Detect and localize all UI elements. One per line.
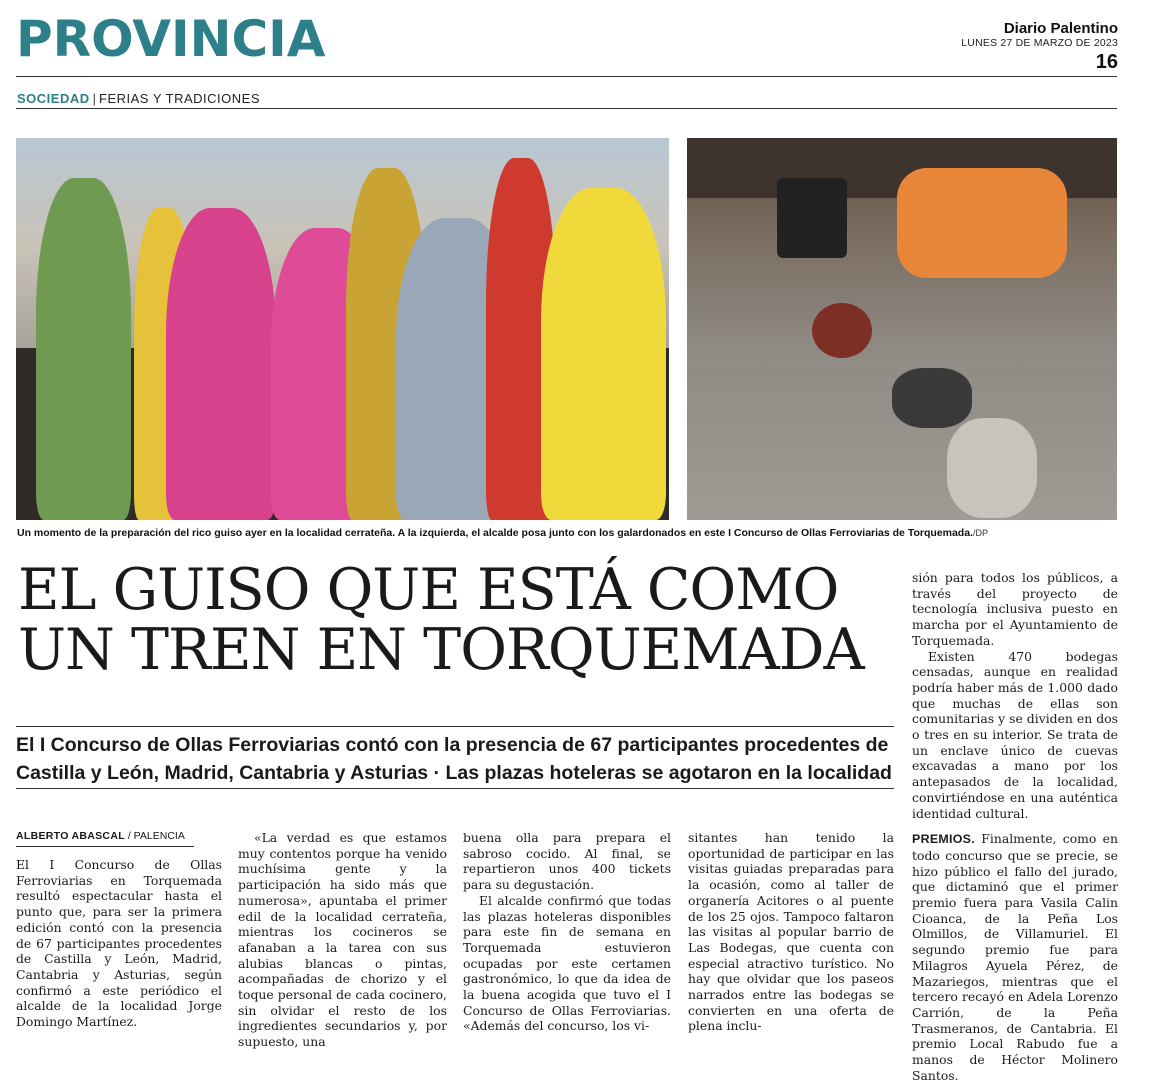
photo-person-green-apron [36,178,131,520]
byline-rule [16,846,194,847]
paragraph-lead: PREMIOS. [912,832,975,847]
photo-person-pink-jacket [166,208,276,520]
byline [16,830,196,842]
paragraph: Existen 470 bodegas censadas, aunque en realidad podría haber más de 1.000 dado que muchas de ellas son comunitarias y se dividen en dos o tres en su interior. Se trata de un enclave único de cuevas excavadas a mano por los antepasados de la localidad, convirtiéndose en una auténtica identidad cultural. [912,648,1118,821]
deck-line-2: Castilla y León, Madrid, Cantabria y Asturias · Las plazas hoteleras se agotaron en la localidad [16,762,892,784]
paragraph-body: Finalmente, como en todo concurso que se precie, se hizo público el fallo del jurado, que dictaminó que el primer premio fuera para Vasila Calin Cioanca, de la Peña Los Olmillos, de Villamuriel. El segundo premio fue para Milagros Ayuela Pérez, de Mazariegos, mientras que el tercero recayó en Adela Lorenzo Carrión, de la Peña Trasmeranos, de Cantabria. El premio Local Rabudo fue a manos de Héctor Molinero Santos. [912,831,1118,1083]
headline-line-2: UN TREN EN TORQUEMADA [18,617,864,683]
masthead [961,20,1118,74]
deck-top-rule [16,726,894,727]
column-2 [238,830,447,1050]
deck-bottom-rule [16,788,894,789]
byline-place: / PALENCIA [124,830,185,842]
subnav-rule [16,108,1117,109]
photo-cook-orange-shirt [897,168,1067,278]
caption-text: Un momento de la preparación del rico guiso ayer en la localidad cerrateña. A la izquierda, el alcalde posa junto con los galardonados en este I Concurso de Ollas Ferroviarias de Torquemada. [17,527,973,539]
column-4 [688,830,894,1034]
topic-label: FERIAS Y TRADICIONES [99,91,261,106]
photo-pot-1 [812,303,872,358]
paper-name: Diario Palentino [1003,20,1118,37]
photo-person-yellow-big-apron [541,188,666,520]
photo-pot-3 [947,418,1037,518]
byline-author: ALBERTO ABASCAL [16,830,125,842]
section-breadcrumb [17,91,260,106]
column-3 [463,830,671,1034]
headline-line-1: EL GUISO QUE ESTÁ COMO [18,557,839,623]
cooking-photo [687,138,1117,520]
paragraph: El alcalde confirmó que todas las plazas hoteleras disponibles para este fin de semana en Torquemada estuvieron ocupadas por este certamen gastronómico, lo que da idea de la buena acogida que tuvo el I Concurso de Ollas Ferroviarias. «Además del concurso, los vi- [463,892,671,1034]
caption-credit: /DP [972,528,988,538]
paragraph: El I Concurso de Ollas Ferroviarias en Torquemada resultó espectacular hasta el punto que, para ser la primera edición contó con la presencia de 67 participantes procedentes de Castilla y León, Madrid, Cantabria y Asturias, según confirmó a este periódico el alcalde de la localidad Jorge Domingo Martínez. [16,857,222,1030]
deck [16,731,896,787]
page-number: 16 [1095,51,1118,73]
paragraph: sión para todos los públicos, a través del proyecto de tecnología inclusiva puesto en marcha por el Ayuntamiento de Torquemada. [912,570,1118,648]
issue-date: LUNES 27 DE MARZO DE 2023 [961,37,1118,49]
photo-caption [17,527,1117,539]
paragraph-premios [912,831,1118,1083]
deck-line-1: El I Concurso de Ollas Ferroviarias contó con la presencia de 67 participantes procedentes de [16,734,889,756]
breadcrumb-separator: | [92,91,97,106]
photo-train-model [777,178,847,258]
column-5 [912,570,1118,1084]
header-rule [16,76,1117,77]
column-1 [16,857,222,1030]
photo-pot-2 [892,368,972,428]
headline [18,557,898,683]
paragraph: sitantes han tenido la oportunidad de participar en las visitas guiadas preparadas para la ocasión, como al taller de organería Acitores o al puente de los 25 ojos. Tampoco faltaron las visitas al popular barrio de Las Bodegas, que cuenta con especial atractivo turístico. No hay que olvidar que los paseos narrados entre las bodegas se convierten en una oferta de plena inclu- [688,830,894,1034]
subsection-label: SOCIEDAD [17,91,90,106]
section-title: PROVINCIA [16,10,326,68]
group-photo [16,138,669,520]
paragraph: buena olla para prepara el sabroso cocido. Al final, se repartieron unos 400 tickets para su degustación. [463,830,671,893]
paragraph: «La verdad es que estamos muy contentos porque ha venido muchísima gente y la participación ha sido más que numerosa», apuntaba el primer edil de la localidad cerrateña, mientras los cocineros se afanaban a la tarea con sus alubias blancas o pintas, acompañadas de chorizo y el toque personal de cada cocinero, sin olvidar el resto de los ingredientes secundarios y, por supuesto, una [238,830,447,1050]
